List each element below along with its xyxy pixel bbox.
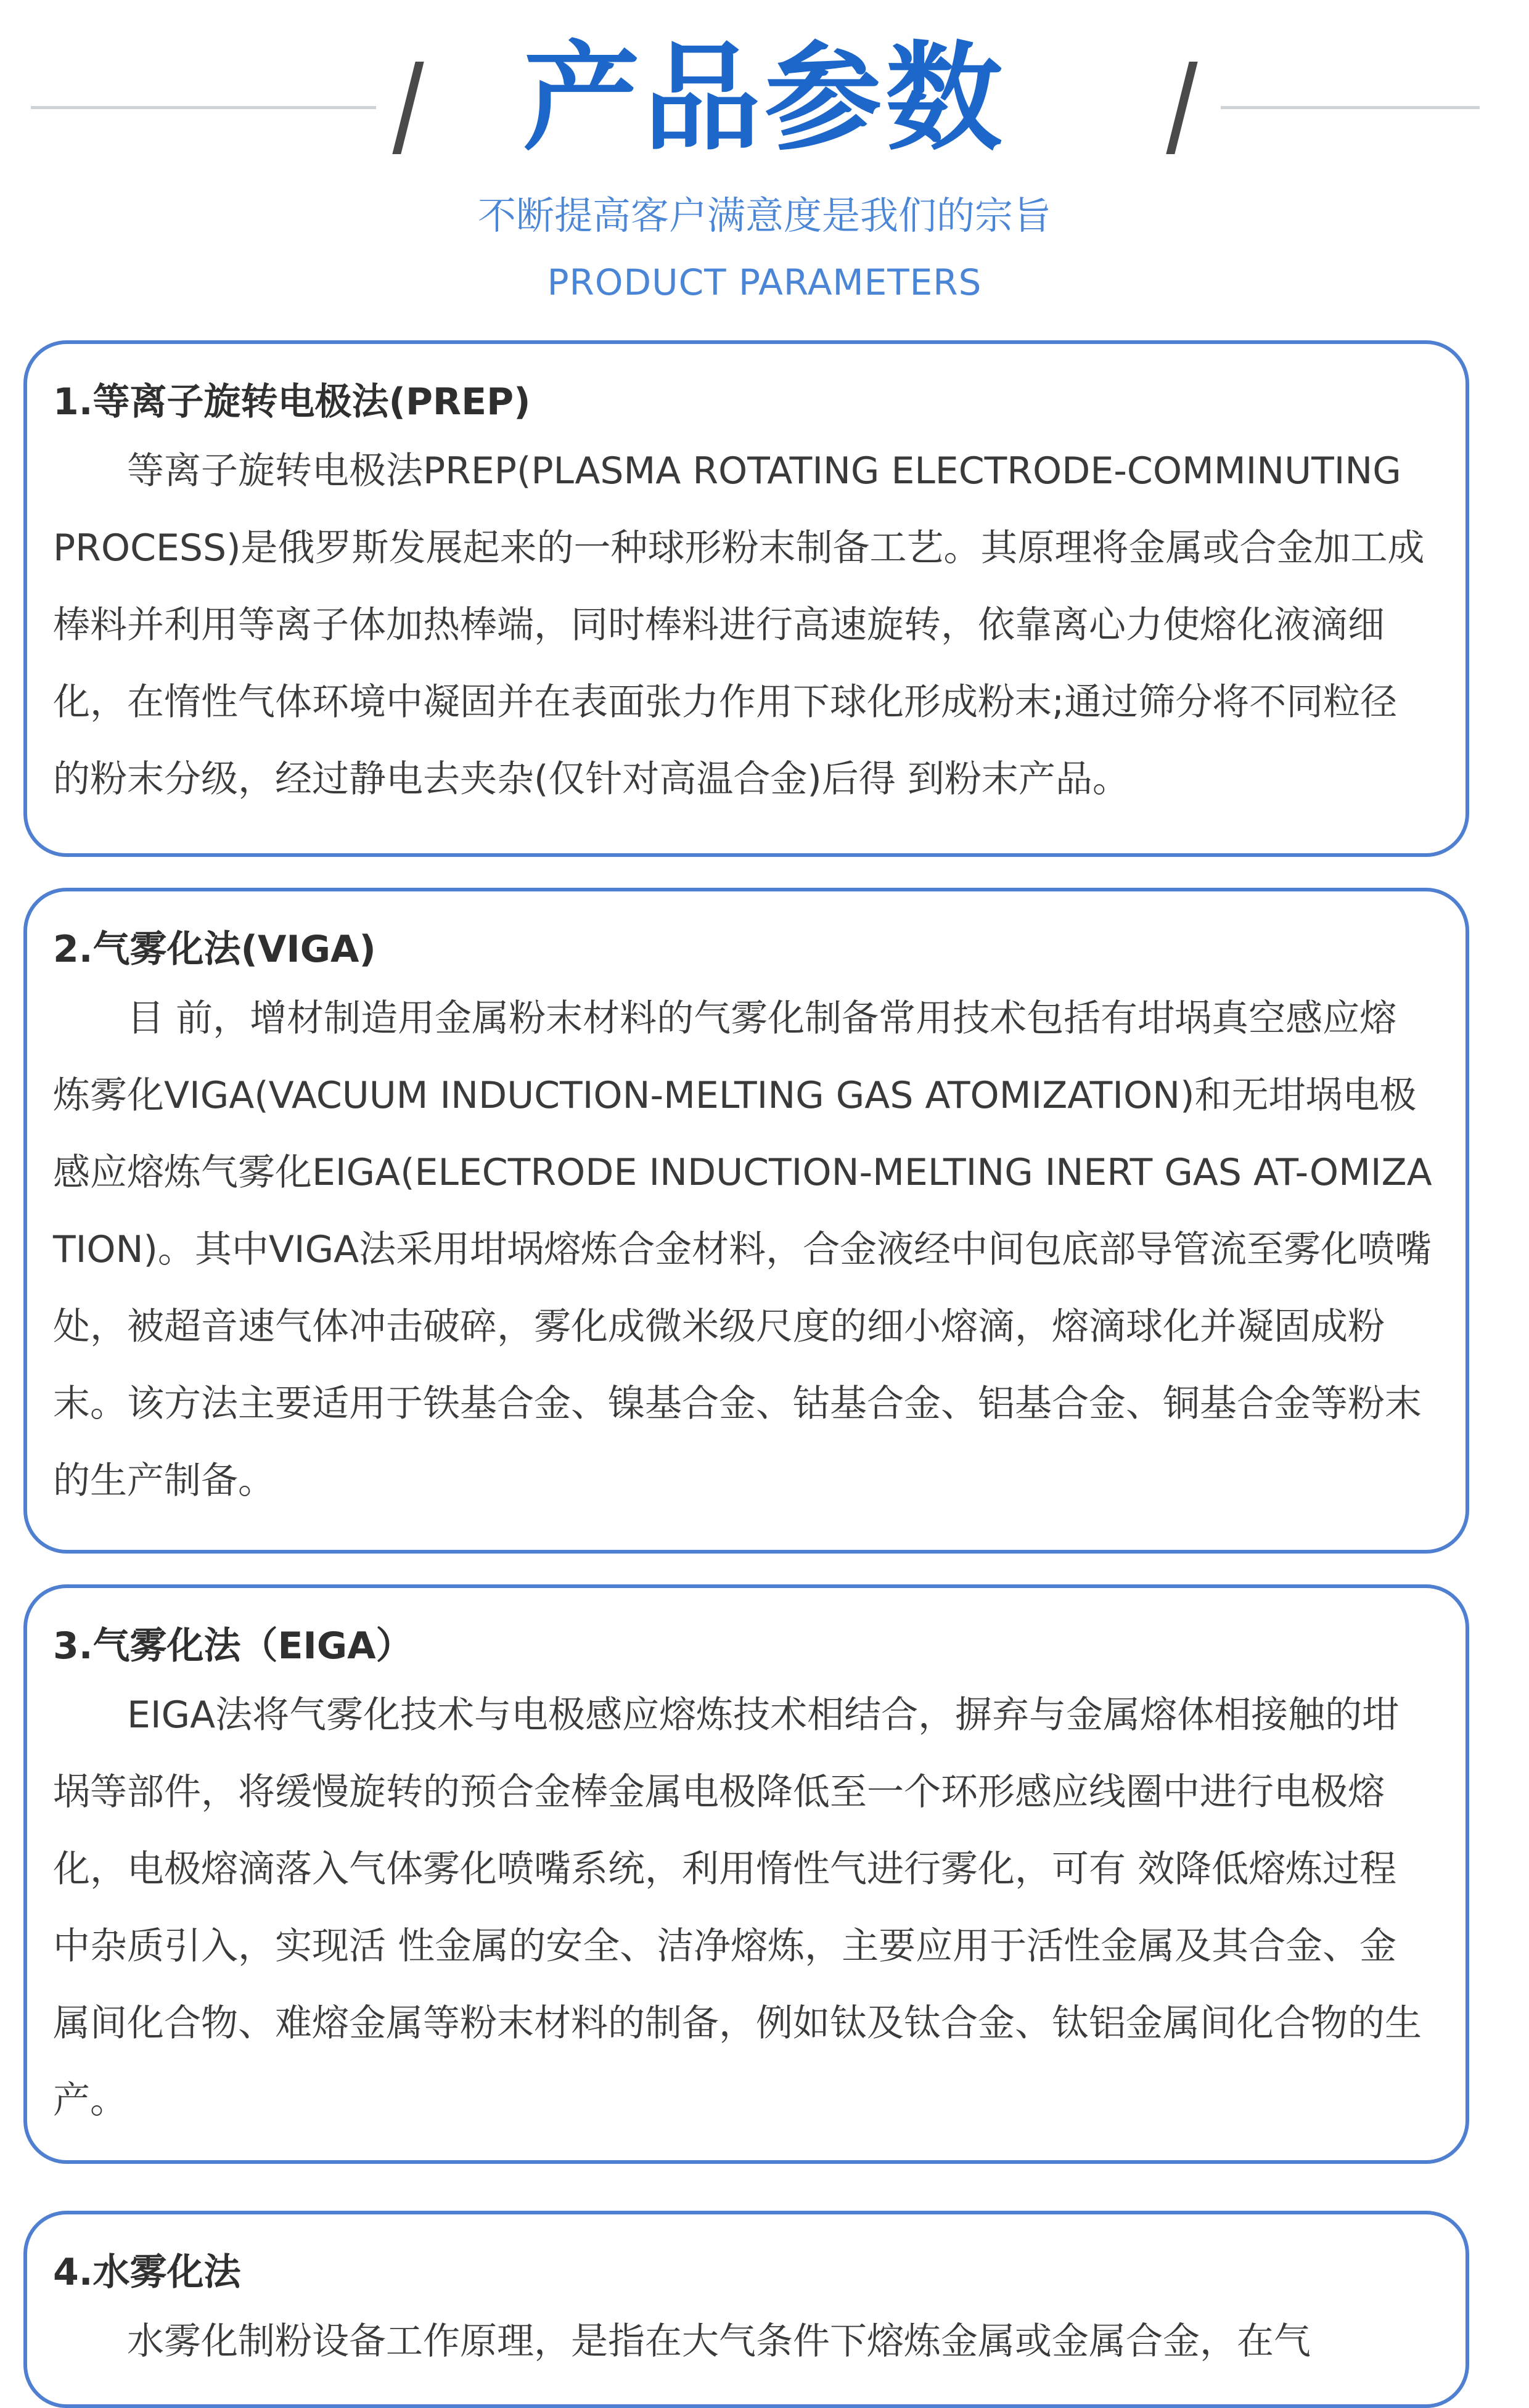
page-title: 产品参数	[522, 30, 1006, 166]
section-title: 3.气雾化法（EIGA）	[53, 1624, 413, 1668]
section-body: 水雾化制粉设备工作原理，是指在大气条件下熔炼金属或金属合金，在气	[127, 2320, 1311, 2363]
section-card-viga	[23, 888, 1469, 1554]
right-divider-line	[1221, 106, 1480, 109]
section-body: 目 前，增材制造用金属粉末材料的气雾化制备常用技术包括有坩埚真空感应熔炼雾化VIGA(VACUUM INDUCTION-MELTING GAS ATOMIZATION)和无坩埚电极感应熔炼气雾化EIGA(ELECTRODE INDUCTION-MELTING INERT GAS AT-OMIZATION)。其中VIGA法采用坩埚熔炼合金材料，合金液经中间包底部导管流至雾化喷嘴处，被超音速气体冲击破碎，雾化成微米级尺度的细小熔滴，熔滴球化并凝固成粉末。该方法主要适用于铁基合金、镍基合金、钴基合金、铝基合金、铜基合金等粉末的生产制备。	[53, 997, 1432, 1502]
section-title: 2.气雾化法(VIGA)	[53, 928, 376, 971]
section-title: 4.水雾化法	[53, 2251, 241, 2294]
page-subtitle-english: PRODUCT PARAMETERS	[547, 261, 982, 303]
header	[0, 0, 1529, 333]
section-card-eiga	[23, 1584, 1469, 2164]
section-title: 1.等离子旋转电极法(PREP)	[53, 380, 531, 424]
section-card-water-atomization	[23, 2211, 1469, 2408]
section-card-prep	[23, 340, 1469, 857]
section-body: 等离子旋转电极法PREP(PLASMA ROTATING ELECTRODE-COMMINUTING PROCESS)是俄罗斯发展起来的一种球形粉末制备工艺。其原理将金属或合金加工成棒料并利用等离子体加热棒端，同时棒料进行高速旋转，依靠离心力使熔化液滴细化，在惰性气体环境中凝固并在表面张力作用下球化形成粉末;通过筛分将不同粒径的粉末分级，经过静电去夹杂(仅针对高温合金)后得 到粉末产品。	[53, 449, 1425, 801]
section-body: EIGA法将气雾化技术与电极感应熔炼技术相结合，摒弃与金属熔体相接触的坩埚等部件，将缓慢旋转的预合金棒金属电极降低至一个环形感应线圈中进行电极熔化，电极熔滴落入气体雾化喷嘴系统，利用惰性气进行雾化，可有 效降低熔炼过程中杂质引入，实现活 性金属的安全、洁净熔炼，主要应用于活性金属及其合金、金属间化合物、难熔金属等粉末材料的制备，例如钛及钛合金、钛铝金属间化合物的生产。	[53, 1693, 1422, 2122]
page-subtitle: 不断提高客户满意度是我们的宗旨	[477, 193, 1051, 238]
